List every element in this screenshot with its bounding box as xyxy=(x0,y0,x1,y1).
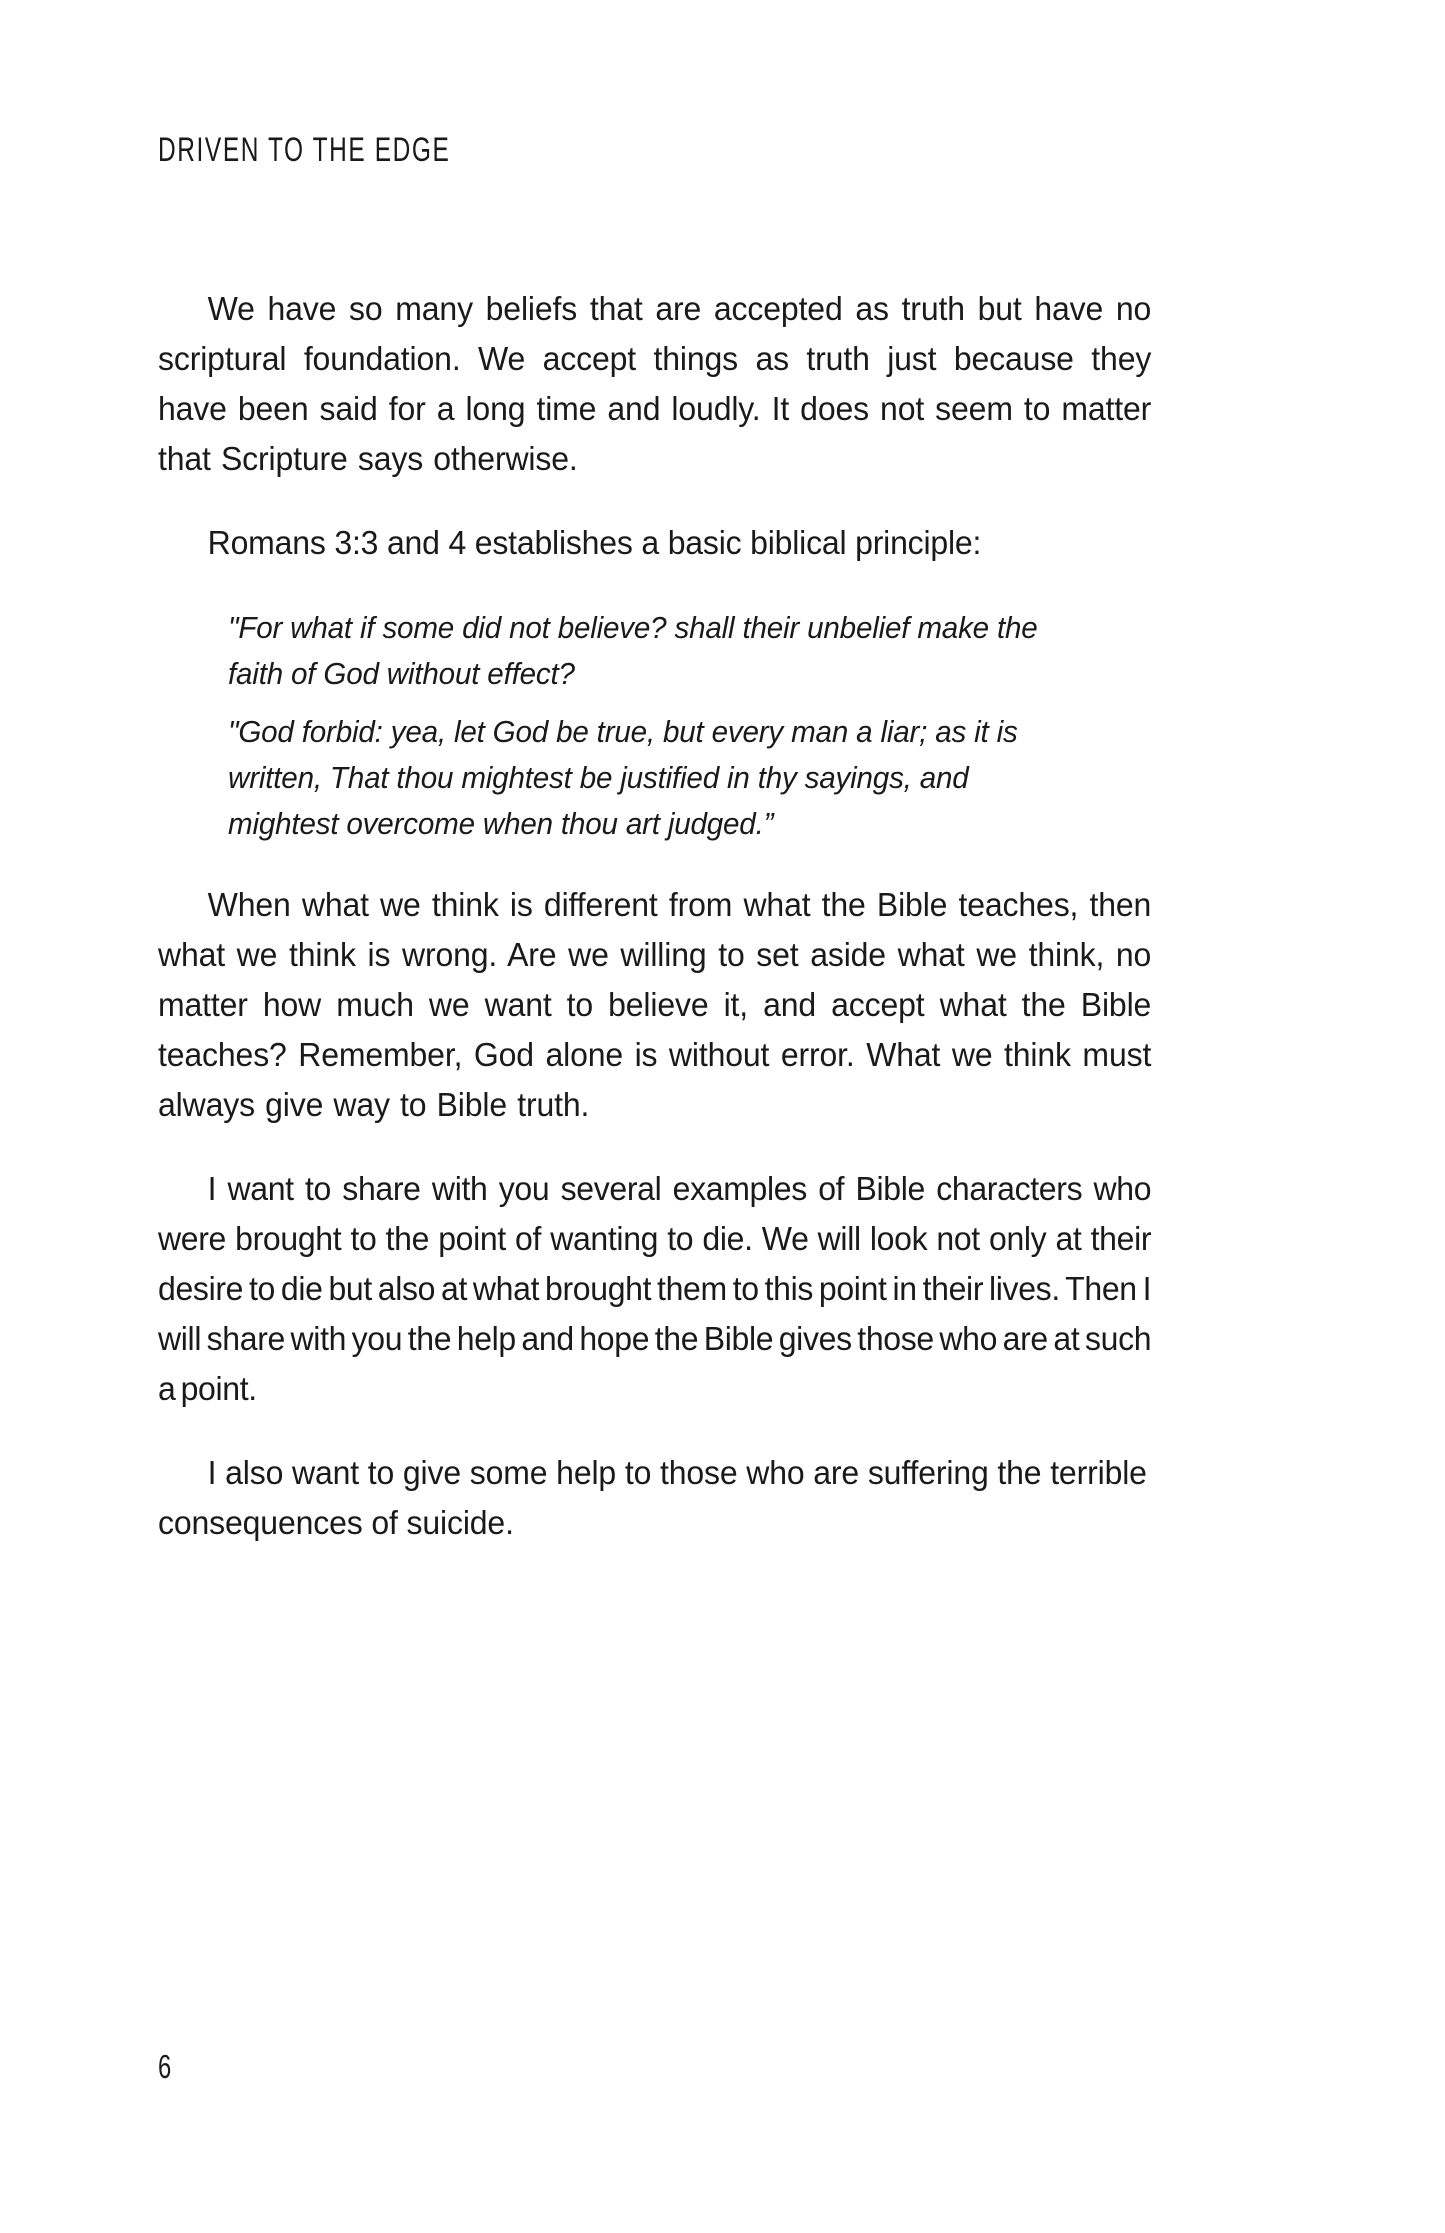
paragraph-bible-characters: I want to share with you several examples of Bible characters who were brought to the point of wanting to die. We will look not only at their desire to die but also at what brought them to this point in their lives. Then I will share with you the help and hope the Bible gives those who are at such a point. xyxy=(158,1171,1152,1408)
scripture-lead-in: Romans 3:3 and 4 establishes a basic biblical principle: xyxy=(207,525,982,562)
quote-line-verse-4: "God forbid: yea, let God be true, but every man a liar; as it is written, That thou mightest be justified in thy sayings, and mightest overcome when thou art judged.” xyxy=(228,714,1018,841)
page-number: 6 xyxy=(158,2048,172,2085)
scripture-quotation xyxy=(158,605,1198,847)
paragraph-beliefs: We have so many beliefs that are accepted as truth but have no scriptural foundation. We accept things as truth just because they have been said for a long time and loudly. It does not seem to matter that Scripture says otherwise. xyxy=(158,291,1152,478)
quote-line-verse-3: "For what if some did not believe? shall their unbelief make the faith of God without effect? xyxy=(228,610,1038,691)
running-head: DRIVEN TO THE EDGE xyxy=(158,131,451,169)
paragraph-bible-truth: When what we think is different from what the Bible teaches, then what we think is wrong. Are we willing to set aside what we think, no matter how much we want to believe it, and accept what the Bible teaches? Remember, God alone is without error. What we think must always give way to Bible truth. xyxy=(158,887,1152,1124)
paragraph-suicide-help: I also want to give some help to those who are suffering the terrible consequences of suicide. xyxy=(158,1455,1147,1542)
body-text-column xyxy=(158,285,1198,1583)
